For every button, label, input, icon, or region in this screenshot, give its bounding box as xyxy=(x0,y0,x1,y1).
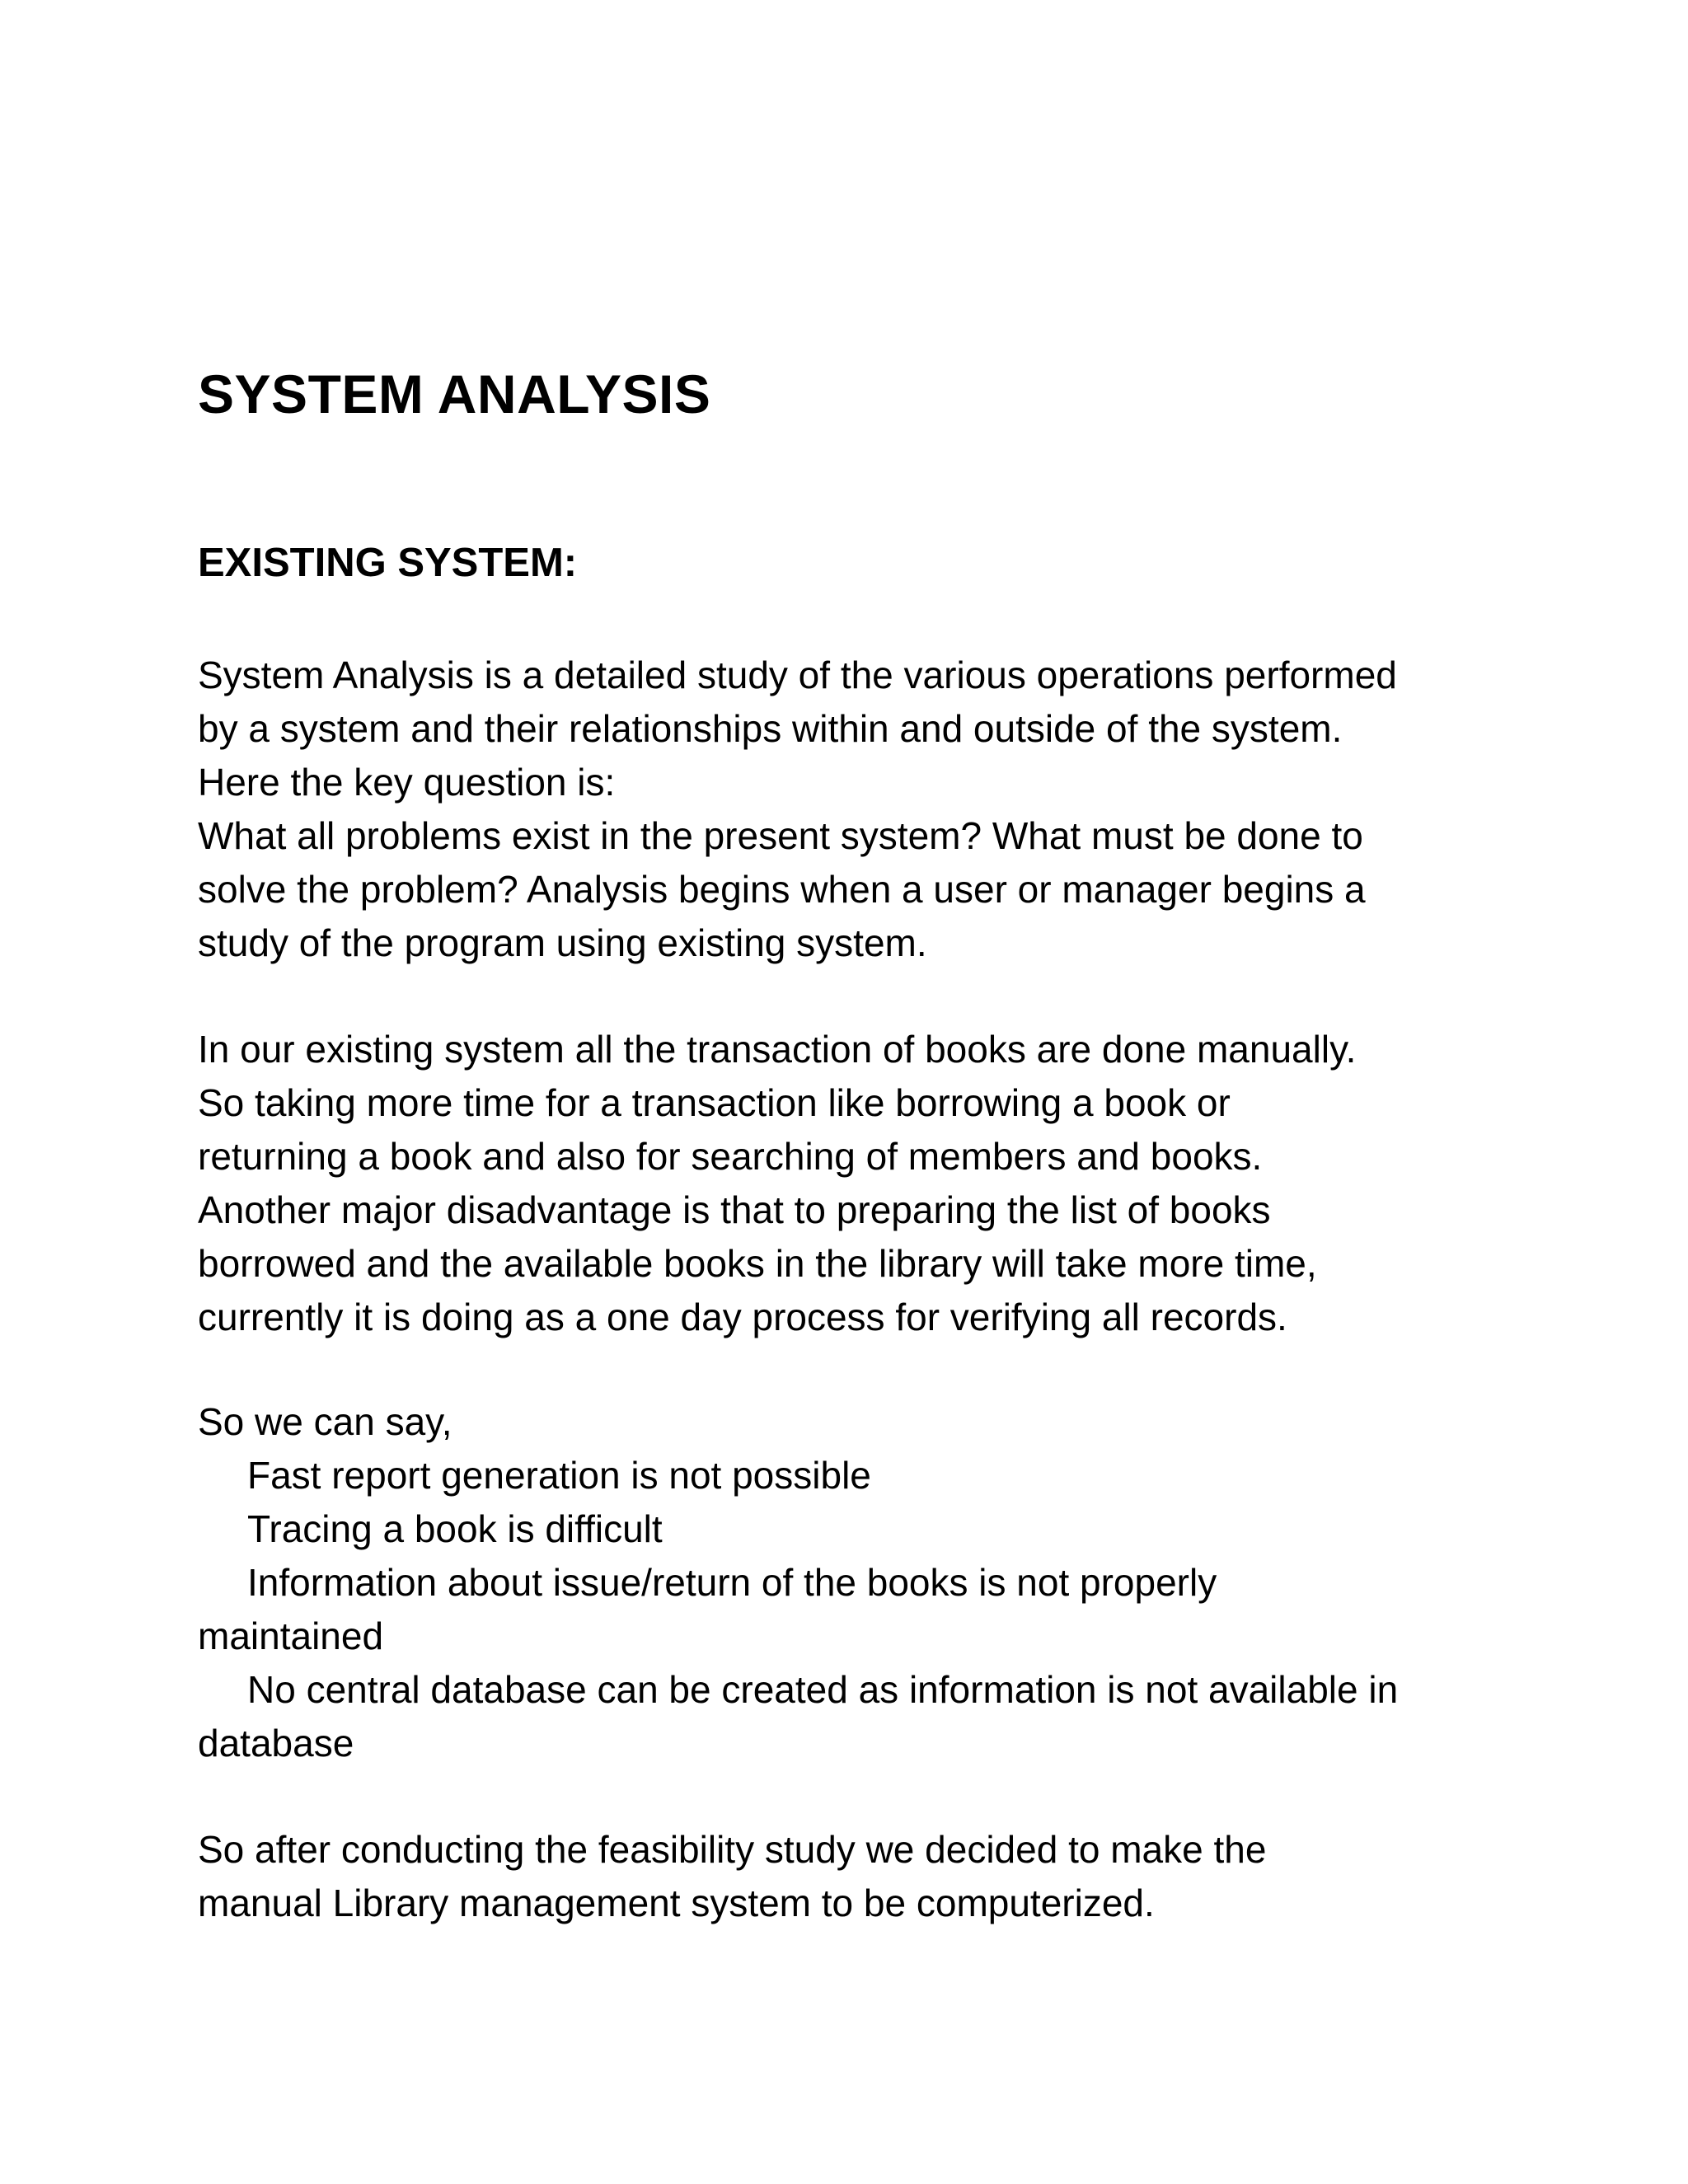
paragraph-line: System Analysis is a detailed study of the various operations performed xyxy=(198,654,1397,696)
list-item-continuation: database xyxy=(198,1722,354,1765)
paragraph-line: by a system and their relationships within and outside of the system. xyxy=(198,707,1343,750)
list-item: Fast report generation is not possible xyxy=(247,1454,871,1497)
paragraph-line: What all problems exist in the present system? What must be done to xyxy=(198,814,1363,857)
page-title: SYSTEM ANALYSIS xyxy=(198,363,711,424)
paragraph-line: So after conducting the feasibility study we decided to make the xyxy=(198,1828,1267,1871)
paragraph-problems-list xyxy=(198,1395,1533,1770)
section-heading: EXISTING SYSTEM: xyxy=(198,541,578,585)
paragraph-line: manual Library management system to be computerized. xyxy=(198,1882,1155,1924)
paragraph-existing-system xyxy=(198,1023,1533,1344)
paragraph-line: Here the key question is: xyxy=(198,761,616,804)
list-item: No central database can be created as information is not available in xyxy=(247,1668,1399,1711)
paragraph-definition xyxy=(198,649,1533,970)
list-item: Tracing a book is difficult xyxy=(247,1507,663,1550)
paragraph-line: So taking more time for a transaction like borrowing a book or xyxy=(198,1081,1231,1124)
list-item: Information about issue/return of the books is not properly xyxy=(247,1561,1217,1604)
paragraph-line: study of the program using existing system. xyxy=(198,921,927,964)
paragraph-conclusion xyxy=(198,1823,1533,1930)
paragraph-line: solve the problem? Analysis begins when a user or manager begins a xyxy=(198,868,1366,911)
paragraph-line: borrowed and the available books in the library will take more time, xyxy=(198,1242,1317,1285)
paragraph-line: In our existing system all the transaction of books are done manually. xyxy=(198,1028,1357,1071)
paragraph-line: currently it is doing as a one day process for verifying all records. xyxy=(198,1296,1287,1338)
list-item-continuation: maintained xyxy=(198,1615,384,1657)
list-intro: So we can say, xyxy=(198,1400,452,1443)
paragraph-line: returning a book and also for searching of members and books. xyxy=(198,1135,1263,1178)
paragraph-line: Another major disadvantage is that to preparing the list of books xyxy=(198,1188,1271,1231)
